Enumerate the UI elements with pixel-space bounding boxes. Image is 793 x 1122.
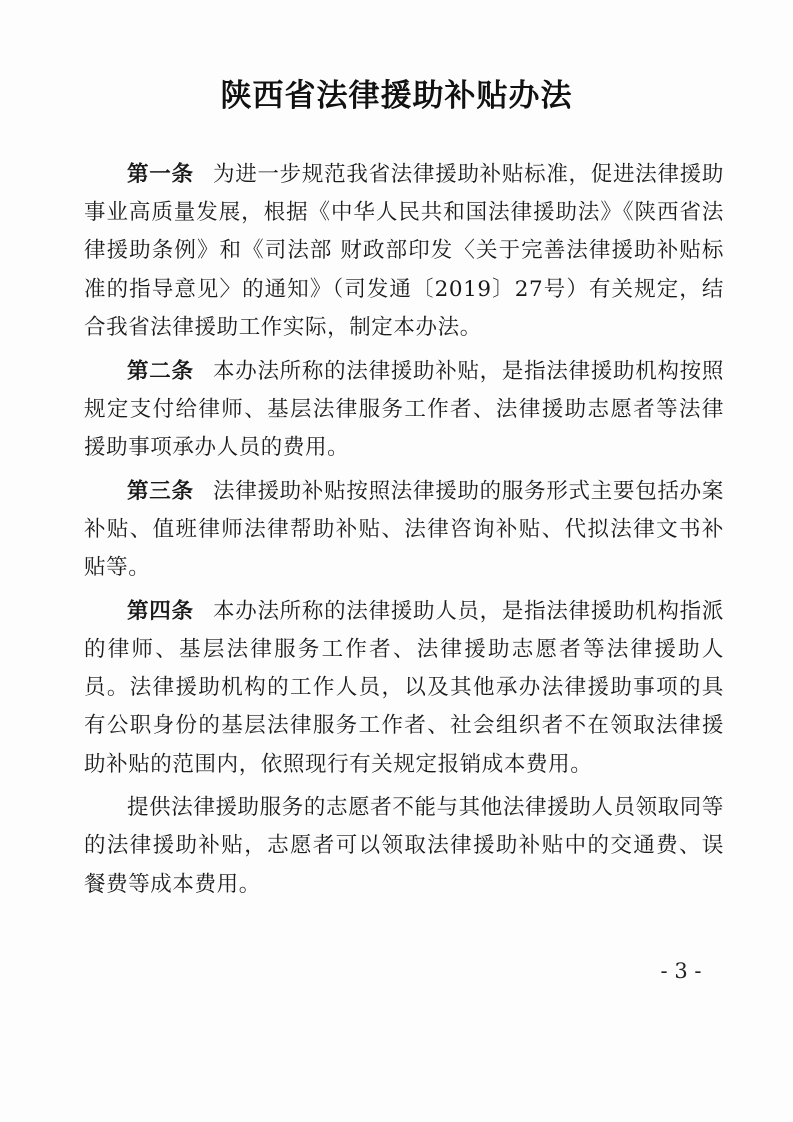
page-number: - 3 -	[660, 959, 702, 983]
article-4-heading: 第四条	[127, 598, 194, 624]
article-3	[84, 473, 724, 588]
article-1-text: 为进一步规范我省法律援助补贴标准，促进法律援助事业高质量发展，根据《中华人民共和国法律援助法》《陕西省法律援助条例》和《司法部 财政部印发〈关于完善法律援助补贴标准的指导意见〉的通知》（司发通〔2019〕27号）有关规定，结合我省法律援助工作实际，制定本办法。	[84, 162, 724, 340]
article-3-text: 法律援助补贴按照法律援助的服务形式主要包括办案补贴、值班律师法律帮助补贴、法律咨询补贴、代拟法律文书补贴等。	[84, 478, 724, 581]
article-4-text: 本办法所称的法律援助人员，是指法律援助机构指派的律师、基层法律服务工作者、法律援助志愿者等法律援助人员。法律援助机构的工作人员，以及其他承办法律援助事项的具有公职身份的基层法律服务工作者、社会组织者不在领取法律援助补贴的范围内，依照现行有关规定报销成本费用。	[84, 598, 724, 777]
article-4	[84, 593, 724, 784]
article-2	[84, 353, 724, 468]
article-2-heading: 第二条	[127, 358, 194, 384]
article-4-continuation-text: 提供法律援助服务的志愿者不能与其他法律援助人员领取同等的法律援助补贴，志愿者可以领取法律援助补贴中的交通费、误餐费等成本费用。	[84, 795, 724, 897]
article-1	[84, 156, 724, 347]
article-3-heading: 第三条	[127, 478, 194, 504]
article-2-text: 本办法所称的法律援助补贴，是指法律援助机构按照规定支付给律师、基层法律服务工作者、法律援助志愿者等法律援助事项承办人员的费用。	[84, 358, 724, 460]
article-4-continuation	[84, 789, 724, 904]
article-1-heading: 第一条	[127, 162, 194, 187]
document-body	[84, 156, 724, 909]
document-title: 陕西省法律援助补贴办法	[220, 78, 573, 114]
